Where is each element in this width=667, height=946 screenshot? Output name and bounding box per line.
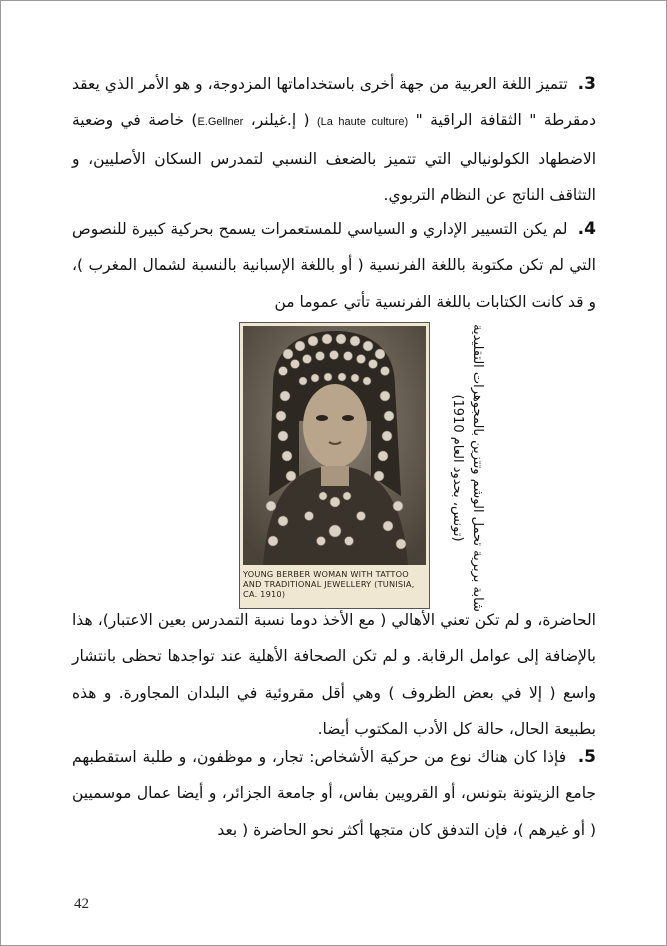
paragraph-number: 3. — [577, 74, 596, 94]
latin-name: E.Gellner — [197, 116, 244, 129]
paragraph-3 — [72, 66, 596, 214]
figure-caption-english: YOUNG BERBER WOMAN WITH TATTOO AND TRADITIONAL JEWELLERY (TUNISIA, CA. 1910) — [243, 569, 415, 599]
latin-term: (La haute culture) — [317, 116, 409, 129]
paragraph-text: فإذا كان هناك نوع من حركية الأشخاص: تجار، و موظفون، و طلبة استقطبهم جامع الزيتونة بتونس، أو القرويين بفاس، أو جامعة الجزائر، و أيضا عمال موسميين ( أو غيرهم )، فإن التدفق كان متجها أكثر نحو الحاضرة ( بعد — [72, 748, 596, 839]
page-number: 42 — [74, 896, 89, 912]
paragraph-continued — [72, 602, 596, 748]
paragraph-5 — [72, 739, 596, 848]
paragraph-number: 5. — [577, 747, 596, 767]
paragraph-text: الحاضرة، و لم تكن تعني الأهالي ( مع الأخذ دوما نسبة التمدرس بعين الاعتبار)، هذا بالإضافة إلى عوامل الرقابة. و لم تكن الصحافة الأهلية عند تواجدها تحظى بانتشار واسع ( إلا في بعض الظروف ) وهي أقل مقروئية في البلدان المجاورة. و هذه بطبيعة الحال، حالة كل الأدب المكتوب أيضا. — [72, 611, 596, 739]
berber-woman-photo — [243, 326, 426, 565]
paragraph-text: ) خاصة في وضعية الاضطهاد الكولونيالي التي تتميز بالضعف النسبي لتمدرس السكان الأصليين، و التثاقف الناتج عن النظام التربوي. — [72, 111, 596, 205]
paragraph-4 — [72, 211, 596, 320]
paragraph-text: لم يكن التسيير الإداري و السياسي للمستعمرات يسمح بحركية كبيرة للنصوص التي لم تكن مكتوبة باللغة الفرنسية ( أو باللغة الإسبانية بالنسبة لشمال المغرب )، و قد كانت الكتابات باللغة الفرنسية تأتي عموما من — [72, 220, 596, 311]
paragraph-text: تتميز اللغة العربية من جهة أخرى باستخداماتها المزدوجة، و هو الأمر الذي يعقد دمقرطة " الثقافة الراقية " — [72, 75, 596, 130]
paragraph-number: 4. — [577, 219, 596, 239]
paragraph-text: ( إ.غيلنر، — [250, 111, 310, 130]
figure — [239, 322, 430, 609]
figure-caption-arabic-text: شابة بربرية تحمل الوشم وتتزين بالمجوهرات التقليدية (تونس، بحدود العام 1910) — [450, 324, 485, 612]
figure-caption-arabic — [444, 318, 490, 618]
